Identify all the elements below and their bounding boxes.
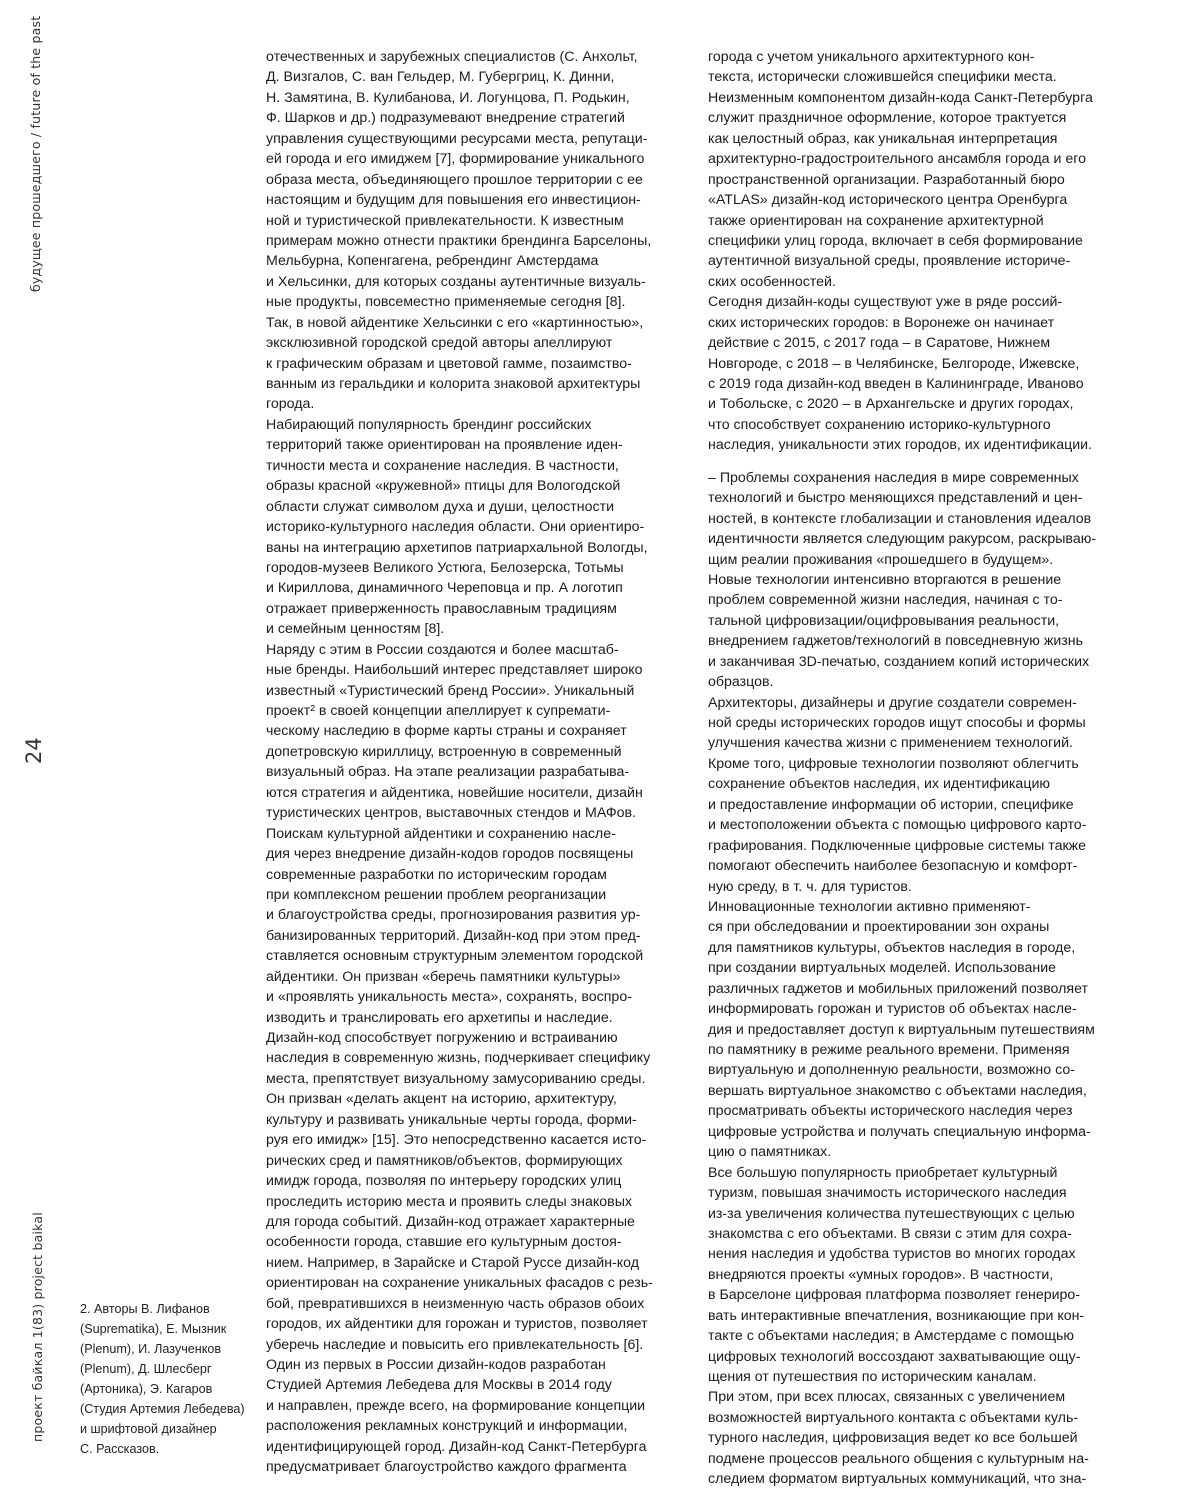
- text-line: допетровскую кириллицу, встроенную в современный: [266, 743, 622, 760]
- text-line: ются стратегия и айдентика, новейшие носители, дизайн: [266, 784, 643, 801]
- text-line: к графическим образам и цветовой гамме, позаимство-: [266, 355, 632, 372]
- text-line: графирования. Подключенные цифровые системы также: [708, 837, 1087, 854]
- text-line: тичности места и сохранение наследия. В частности,: [266, 457, 619, 474]
- text-line: ся при обследовании и проектировании зон охраны: [708, 919, 1050, 936]
- text-line: проект² в своей концепции апеллирует к супремати-: [266, 703, 611, 719]
- text-line: известный «Туристический бренд России». Уникальный: [266, 682, 635, 699]
- text-line: аутентичной визуальной среды, проявление историче-: [708, 253, 1071, 270]
- text-line: историко-культурного наследия области. Они ориентиро-: [266, 519, 645, 536]
- text-line: виртуальную и дополненную реальности, возможно со-: [708, 1062, 1075, 1079]
- text-line: и Тобольске, с 2020 – в Архангельске и других городах,: [708, 396, 1074, 413]
- text-line: подмене процессов реального общения с культурным на-: [708, 1450, 1089, 1467]
- text-line: Дизайн-код способствует погружению и встраиванию: [266, 1030, 618, 1046]
- text-line: ные бренды. Наибольший интерес представляет широко: [266, 662, 643, 679]
- text-line: территорий также ориентирован на проявление иден-: [266, 437, 623, 454]
- text-line: предусматривает благоустройство каждого фрагмента: [266, 1459, 627, 1476]
- text-line: особенности города, ставшие его культурным достоя-: [266, 1234, 622, 1251]
- text-line: образы красной «кружевной» птицы для Вологодской: [266, 478, 621, 495]
- text-line: айдентики. Он призван «беречь памятники культуры»: [266, 968, 621, 985]
- right-column-part-2: [708, 468, 1121, 1490]
- text-line: и местоположении объекта с помощью цифрового карто-: [708, 817, 1087, 834]
- text-line: ные продукты, повсеместно применяемые сегодня [8].: [266, 294, 626, 311]
- text-line: для города событий. Дизайн-код отражает характерные: [266, 1213, 635, 1230]
- text-line: Студией Артемия Лебедева для Москвы в 2014 году: [266, 1377, 612, 1394]
- text-line: архитектурно-градостроительного ансамбля города и его: [708, 151, 1086, 168]
- text-line: дия через внедрение дизайн-кодов городов посвящены: [266, 846, 634, 863]
- text-line: банизированных территорий. Дизайн-код при этом пред-: [266, 927, 641, 944]
- text-line: различных гаджетов и мобильных приложений позволяет: [708, 980, 1089, 997]
- text-line: Он призван «делать акцент на историю, архитектуру,: [266, 1091, 617, 1108]
- right-column-part-1: [708, 47, 1121, 456]
- text-line: Новые технологии интенсивно вторгаются в решение: [708, 571, 1062, 588]
- text-line: идентифицирующей город. Дизайн-код Санкт-Петербурга: [266, 1438, 647, 1455]
- journal-title: проект байкал 1(83) project baikal: [30, 1212, 45, 1442]
- text-line: Набирающий популярность брендинг российских: [266, 416, 592, 433]
- text-line: цию о памятниках.: [708, 1144, 832, 1161]
- text-line: щения от путешествия по историческим каналам.: [708, 1369, 1037, 1385]
- text-line: бой, превратившихся в неизменную часть образов обоих: [266, 1295, 645, 1312]
- text-line: внедрением гаджетов/технологий в повседневную жизнь: [708, 633, 1084, 650]
- text-line: цифровые устройства и получать специальную информа-: [708, 1123, 1091, 1140]
- text-line: и благоустройства среды, прогнозирования развития ур-: [266, 907, 641, 924]
- right-column: [708, 47, 1121, 1490]
- text-line: эксклюзивной городской средой авторы апеллируют: [266, 335, 613, 352]
- text-line: отечественных и зарубежных специалистов (С. Анхольт,: [266, 49, 638, 65]
- text-line: руя его имидж» [15]. Это непосредственно касается исто-: [266, 1132, 647, 1149]
- text-line: расположения рекламных конструкций и информации,: [266, 1418, 628, 1435]
- text-line: Неизменным компонентом дизайн-кода Санкт-Петербурга: [708, 89, 1093, 106]
- text-line: Мельбурна, Копенгагена, ребрендинг Амстердама: [266, 253, 599, 270]
- text-line: «ATLAS» дизайн-код исторического центра Оренбурга: [708, 192, 1068, 209]
- text-line: наследия в современную жизнь, подчеркивает специфику: [266, 1050, 651, 1067]
- text-line: следием форматом виртуальных коммуникаций, что зна-: [708, 1471, 1087, 1488]
- text-line: культуру и развивать уникальные черты города, форми-: [266, 1111, 637, 1128]
- text-line: Д. Визгалов, С. ван Гельдер, М. Губергриц, К. Динни,: [266, 69, 615, 86]
- text-line: тальной цифровизации/оцифровывания реальности,: [708, 612, 1060, 629]
- text-line: визуальный образ. На этапе реализации разрабатыва-: [266, 764, 630, 781]
- text-line: ставляется основным структурным элементом городской: [266, 948, 644, 965]
- text-line: ной и туристической привлекательности. К известным: [266, 212, 624, 229]
- text-line: Сегодня дизайн-коды существуют уже в ряде россий-: [708, 294, 1063, 311]
- running-head: будущее прошедшего / future of the past: [28, 15, 43, 292]
- text-line: щим реалии проживания «прошедшего в будущем».: [708, 551, 1054, 568]
- text-line: просматривать объекты исторического наследия через: [708, 1103, 1073, 1120]
- text-line: и Хельсинки, для которых созданы аутентичные визуаль-: [266, 273, 646, 290]
- text-line: и Кириллова, динамичного Череповца и пр. А логотип: [266, 580, 623, 597]
- text-line: дия и предоставляет доступ к виртуальным путешествиям: [708, 1021, 1095, 1038]
- text-line: ских исторических городов: в Воронеже он начинает: [708, 314, 1055, 331]
- text-line: ориентирован на сохранение уникальных фасадов с резь-: [266, 1275, 653, 1292]
- text-line: нием. Например, в Зарайске и Старой Руссе дизайн-код: [266, 1254, 639, 1271]
- text-line: рических сред и памятников/объектов, формирующих: [266, 1152, 623, 1169]
- text-line: Инновационные технологии активно применяют-: [708, 898, 1031, 915]
- text-line: технологий и быстро меняющихся представлений и цен-: [708, 490, 1083, 507]
- text-line: ских особенностей.: [708, 273, 836, 290]
- text-line: образа места, объединяющего прошлое территории с ее: [266, 171, 643, 188]
- page-number: 24: [22, 737, 46, 764]
- text-line: туристических центров, выставочных стендов и МАФов.: [266, 805, 636, 822]
- text-line: Один из первых в России дизайн-кодов разработан: [266, 1357, 606, 1373]
- text-line: примерам можно отнести практики брендинга Барселоны,: [266, 232, 652, 249]
- text-line: При этом, при всех плюсах, связанных с увеличением: [708, 1389, 1066, 1406]
- text-line: сохранение объектов наследия, их идентификацию: [708, 776, 1051, 793]
- text-line: области служат символом духа и души, целостности: [266, 498, 615, 515]
- text-line: городов, их айдентики для горожан и туристов, позволяет: [266, 1316, 648, 1333]
- text-line: внедряются проекты «умных городов». В частности,: [708, 1266, 1054, 1283]
- text-line: информировать горожан и туристов об объектах насле-: [708, 1001, 1077, 1018]
- text-line: современные разработки по историческим городам: [266, 866, 607, 883]
- text-line: Кроме того, цифровые технологии позволяют облегчить: [708, 755, 1079, 772]
- text-line: города.: [266, 396, 315, 413]
- text-line: ей города и его имиджем [7], формирование уникального: [266, 151, 645, 168]
- text-line: вать интерактивные впечатления, возникающие при кон-: [708, 1307, 1085, 1324]
- text-line: что способствует сохранению историко-культурного: [708, 416, 1051, 433]
- text-line: при создании виртуальных моделей. Использование: [708, 960, 1057, 977]
- left-column: [266, 47, 678, 1478]
- text-line: управления существующими ресурсами места, репутаци-: [266, 130, 648, 147]
- text-line: отражает приверженность православным традициям: [266, 600, 617, 617]
- text-line: города с учетом уникального архитектурного кон-: [708, 49, 1035, 65]
- text-line: – Проблемы сохранения наследия в мире современных: [708, 469, 1079, 486]
- text-line: наследия, уникальности этих городов, их идентификации.: [708, 437, 1092, 454]
- text-line: по памятнику в режиме реального времени. Применяя: [708, 1042, 1070, 1058]
- text-line: в Барселоне цифровая платформа позволяет генериро-: [708, 1287, 1081, 1304]
- text-line: улучшения качества жизни с применением технологий.: [708, 735, 1073, 752]
- text-line: проблем современной жизни наследия, начиная с то-: [708, 592, 1063, 609]
- text-line: турного наследия, цифровизация ведет ко все большей: [708, 1430, 1078, 1447]
- text-line: вершать виртуальное знакомство с объектами наследия,: [708, 1082, 1087, 1099]
- text-line: знакомства с его объектами. В связи с этим для сохра-: [708, 1225, 1072, 1242]
- text-line: из-за увеличения количества путешествующих с целью: [708, 1205, 1075, 1222]
- text-line: туризм, повышая значимость исторического наследия: [708, 1185, 1067, 1202]
- text-line: возможностей виртуального контакта с объектами куль-: [708, 1409, 1079, 1426]
- text-line: Архитекторы, дизайнеры и другие создатели современ-: [708, 694, 1077, 711]
- text-line: для памятников культуры, объектов наследия в городе,: [708, 939, 1076, 956]
- text-line: ную среду, в т. ч. для туристов.: [708, 878, 912, 895]
- text-line: проследить историю места и проявить следы знаковых: [266, 1193, 632, 1210]
- text-line: действие с 2015, с 2017 года – в Саратове, Нижнем: [708, 335, 1051, 352]
- text-line: и предоставление информации об истории, специфике: [708, 796, 1074, 813]
- text-line: Наряду с этим в России создаются и более масштаб-: [266, 641, 619, 658]
- text-line: и семейным ценностям [8].: [266, 621, 445, 638]
- text-line: такте с объектами наследия; в Амстердаме с помощью: [708, 1328, 1075, 1345]
- text-line: городов-музеев Великого Устюга, Белозерска, Тотьмы: [266, 559, 624, 576]
- text-line: Поискам культурной айдентики и сохранению насле-: [266, 825, 616, 842]
- text-line: Все большую популярность приобретает культурный: [708, 1164, 1058, 1181]
- text-line: как целостный образ, как уникальная интерпретация: [708, 130, 1058, 147]
- text-line: уберечь наследие и повысить его привлекательность [6].: [266, 1336, 644, 1353]
- text-line: Так, в новой айдентике Хельсинки с его «картинностью»,: [266, 314, 644, 331]
- text-line: идентичности является следующим ракурсом, раскрываю-: [708, 531, 1097, 548]
- text-line: нения наследия и удобства туристов во многих городах: [708, 1246, 1076, 1263]
- text-line: места, препятствует визуальному замусориванию среды.: [266, 1070, 646, 1087]
- text-line: с 2019 года дизайн-код введен в Калининграде, Иваново: [708, 376, 1084, 392]
- text-line: и «проявлять уникальность места», сохранять, воспро-: [266, 989, 632, 1006]
- text-line: и заканчивая 3D-печатью, созданием копий исторических: [708, 653, 1090, 670]
- text-line: настоящим и будущим для повышения его инвестицион-: [266, 192, 641, 209]
- text-line: помогают обеспечить наиболее безопасную и комфорт-: [708, 858, 1078, 875]
- text-line: служит праздничное оформление, которое трактуется: [708, 110, 1067, 127]
- text-line: Н. Замятина, В. Кулибанова, И. Логунцова, П. Родькин,: [266, 89, 630, 106]
- text-line: изводить и транслировать его архетипы и наследие.: [266, 1009, 613, 1026]
- text-line: пространственной организации. Разработанный бюро: [708, 171, 1065, 188]
- text-line: специфики улиц города, включает в себя формирование: [708, 232, 1083, 249]
- text-line: ванным из геральдики и колорита знаковой архитектуры: [266, 376, 641, 392]
- text-line: ческому наследию в форме карты страны и сохраняет: [266, 723, 627, 740]
- text-line: при комплексном решении проблем реорганизации: [266, 886, 607, 903]
- text-line: также ориентирован на сохранение архитектурной: [708, 212, 1044, 229]
- text-line: ной среды исторических городов ищут способы и формы: [708, 715, 1086, 731]
- text-line: имидж города, позволяя по интерьеру городских улиц: [266, 1173, 622, 1190]
- text-line: Новгороде, с 2018 – в Челябинске, Белгороде, Ижевске,: [708, 355, 1080, 372]
- text-line: цифровых технологий воссоздают захватывающие ощу-: [708, 1348, 1081, 1365]
- text-line: и направлен, прежде всего, на формирование концепции: [266, 1397, 646, 1414]
- text-line: Ф. Шарков и др.) подразумевают внедрение стратегий: [266, 110, 625, 127]
- text-line: образцов.: [708, 674, 774, 691]
- section-gap: [708, 456, 1121, 468]
- text-line: ваны на интеграцию архетипов патриархальной Вологды,: [266, 539, 648, 556]
- text-line: ностей, в контексте глобализации и становления идеалов: [708, 510, 1092, 527]
- text-line: текста, исторически сложившейся специфики места.: [708, 69, 1057, 86]
- footnote: 2. Авторы В. Лифанов (Suprematika), Е. Мызник (Plenum), И. Лазученков (Plenum), Д. Шлесберг (Артоника), Э. Кагаров (Студия Артемия Лебедева) и шрифтовой дизайнер С. Рассказов.: [80, 1302, 245, 1456]
